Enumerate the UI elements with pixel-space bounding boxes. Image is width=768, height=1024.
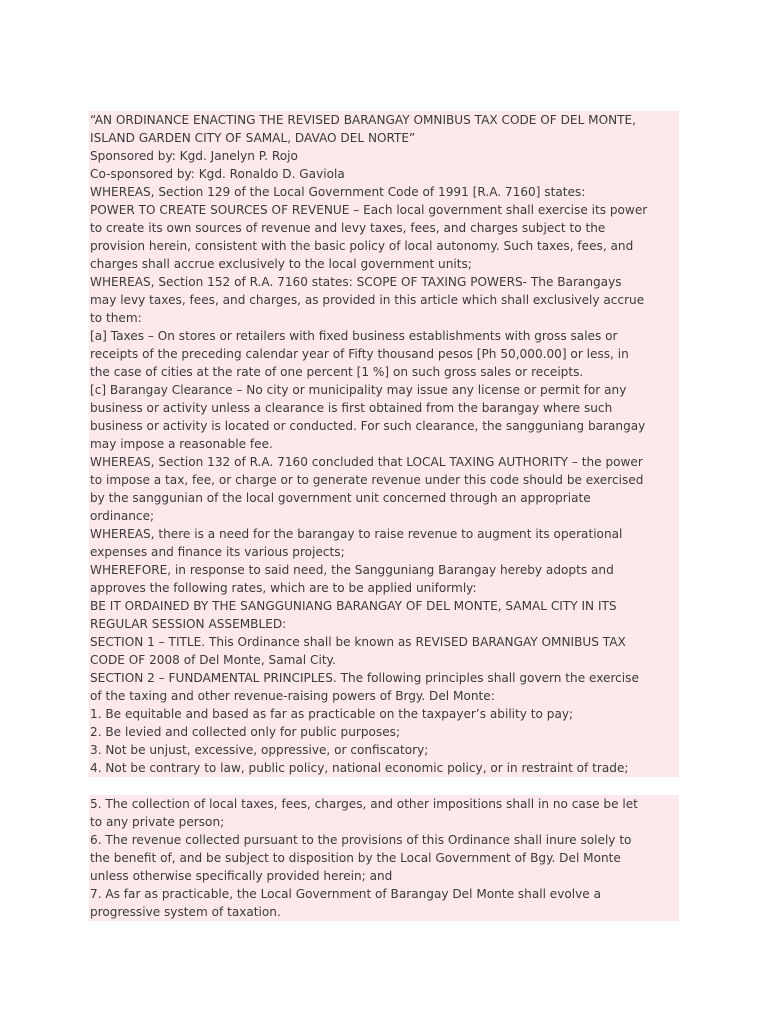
list-item: 6. The revenue collected pursuant to the provisions of this Ordinance shall inure solely to bbox=[89, 831, 679, 849]
list-item: 5. The collection of local taxes, fees, charges, and other impositions shall in no case be let bbox=[89, 795, 679, 813]
text-line: of the taxing and other revenue-raising powers of Brgy. Del Monte: bbox=[89, 687, 679, 705]
text-line: WHEREFORE, in response to said need, the Sangguniang Barangay hereby adopts and bbox=[89, 561, 679, 579]
text-line: by the sanggunian of the local government unit concerned through an appropriate bbox=[89, 489, 679, 507]
text-line: to impose a tax, fee, or charge or to generate revenue under this code should be exercised bbox=[89, 471, 679, 489]
text-line: provision herein, consistent with the basic policy of local autonomy. Such taxes, fees, and bbox=[89, 237, 679, 255]
text-line: business or activity is located or conducted. For such clearance, the sangguniang barangay bbox=[89, 417, 679, 435]
document-body bbox=[89, 111, 679, 921]
text-line: the benefit of, and be subject to disposition by the Local Government of Bgy. Del Monte bbox=[89, 849, 679, 867]
title-line-2: ISLAND GARDEN CITY OF SAMAL, DAVAO DEL NORTE” bbox=[89, 129, 679, 147]
text-line: [a] Taxes – On stores or retailers with fixed business establishments with gross sales or bbox=[89, 327, 679, 345]
text-line: to any private person; bbox=[89, 813, 679, 831]
sponsor-line: Sponsored by: Kgd. Janelyn P. Rojo bbox=[89, 147, 679, 165]
text-line: to create its own sources of revenue and levy taxes, fees, and charges subject to the bbox=[89, 219, 679, 237]
text-line: may levy taxes, fees, and charges, as provided in this article which shall exclusively accrue bbox=[89, 291, 679, 309]
text-line: unless otherwise specifically provided herein; and bbox=[89, 867, 679, 885]
list-item: 7. As far as practicable, the Local Government of Barangay Del Monte shall evolve a bbox=[89, 885, 679, 903]
text-line: WHEREAS, there is a need for the barangay to raise revenue to augment its operational bbox=[89, 525, 679, 543]
list-item: 3. Not be unjust, excessive, oppressive, or confiscatory; bbox=[89, 741, 679, 759]
text-line: to them: bbox=[89, 309, 679, 327]
text-line: business or activity unless a clearance is first obtained from the barangay where such bbox=[89, 399, 679, 417]
co-sponsor-line: Co-sponsored by: Kgd. Ronaldo D. Gaviola bbox=[89, 165, 679, 183]
title-line-1: “AN ORDINANCE ENACTING THE REVISED BARANGAY OMNIBUS TAX CODE OF DEL MONTE, bbox=[89, 111, 679, 129]
text-line: expenses and finance its various projects; bbox=[89, 543, 679, 561]
text-line: charges shall accrue exclusively to the local government units; bbox=[89, 255, 679, 273]
text-line: approves the following rates, which are to be applied uniformly: bbox=[89, 579, 679, 597]
text-line: the case of cities at the rate of one percent [1 %] on such gross sales or receipts. bbox=[89, 363, 679, 381]
text-line: CODE OF 2008 of Del Monte, Samal City. bbox=[89, 651, 679, 669]
text-line: ordinance; bbox=[89, 507, 679, 525]
blank-line bbox=[89, 777, 679, 795]
text-line: POWER TO CREATE SOURCES OF REVENUE – Each local government shall exercise its power bbox=[89, 201, 679, 219]
list-item: 2. Be levied and collected only for public purposes; bbox=[89, 723, 679, 741]
text-line: BE IT ORDAINED BY THE SANGGUNIANG BARANGAY OF DEL MONTE, SAMAL CITY IN ITS bbox=[89, 597, 679, 615]
text-line: WHEREAS, Section 132 of R.A. 7160 concluded that LOCAL TAXING AUTHORITY – the power bbox=[89, 453, 679, 471]
text-line: [c] Barangay Clearance – No city or municipality may issue any license or permit for any bbox=[89, 381, 679, 399]
text-line: may impose a reasonable fee. bbox=[89, 435, 679, 453]
section-1-line: SECTION 1 – TITLE. This Ordinance shall be known as REVISED BARANGAY OMNIBUS TAX bbox=[89, 633, 679, 651]
text-line: WHEREAS, Section 152 of R.A. 7160 states: SCOPE OF TAXING POWERS- The Barangays bbox=[89, 273, 679, 291]
list-item: 4. Not be contrary to law, public policy, national economic policy, or in restraint of trade; bbox=[89, 759, 679, 777]
text-line: REGULAR SESSION ASSEMBLED: bbox=[89, 615, 679, 633]
list-item: 1. Be equitable and based as far as practicable on the taxpayer’s ability to pay; bbox=[89, 705, 679, 723]
text-line: WHEREAS, Section 129 of the Local Government Code of 1991 [R.A. 7160] states: bbox=[89, 183, 679, 201]
text-line: progressive system of taxation. bbox=[89, 903, 679, 921]
text-line: receipts of the preceding calendar year of Fifty thousand pesos [Ph 50,000.00] or less, in bbox=[89, 345, 679, 363]
section-2-line: SECTION 2 – FUNDAMENTAL PRINCIPLES. The following principles shall govern the exercise bbox=[89, 669, 679, 687]
